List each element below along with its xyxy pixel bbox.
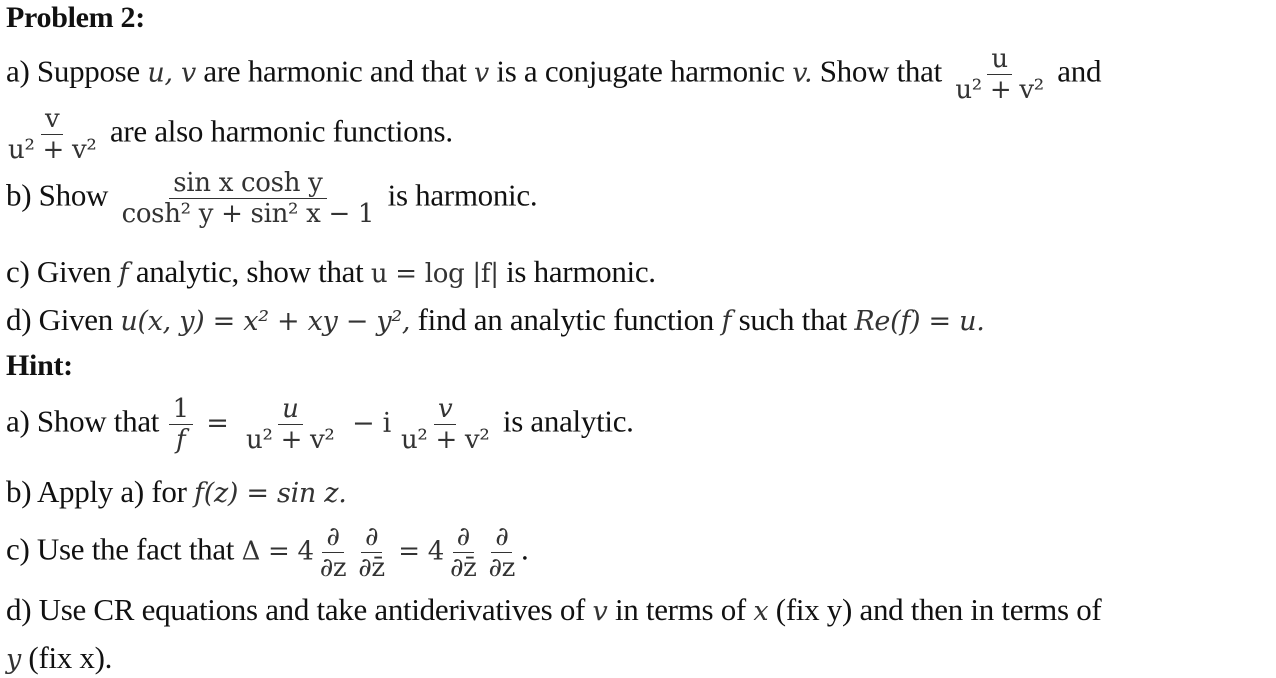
part-a-and: and (1057, 53, 1102, 89)
hint-a-minus-i: − i (352, 407, 391, 439)
part-d-expr: u(x, y) = x² + xy − y², (120, 306, 411, 337)
part-b-line (6, 168, 537, 229)
fraction-denominator: cosh² y + sin² x − 1 (121, 199, 375, 229)
fraction-denominator: u² + v² (400, 425, 490, 455)
hint-d-in-terms: in terms of (614, 592, 746, 627)
part-a-text-3: Show that (819, 53, 942, 89)
fraction-denominator: ∂z (488, 553, 516, 583)
hint-b-prefix: b) Apply a) for (6, 474, 187, 509)
part-b-suffix: is harmonic. (387, 177, 538, 213)
fraction-denominator: ∂z̄ (358, 553, 385, 583)
part-a-prefix: a) Suppose (6, 53, 140, 89)
part-c-prefix: c) Given (6, 254, 112, 289)
hint-c-prefix: c) Use the fact that (6, 531, 235, 567)
hint-d-line-1 (6, 592, 1101, 630)
fraction-denominator: ∂z̄ (449, 553, 477, 583)
part-a-text-4: are also harmonic functions. (109, 113, 453, 149)
hint-d-fix-y: (fix y) (775, 592, 853, 627)
part-d-mid: find an analytic function (417, 302, 714, 337)
part-a-text-2: is a conjugate harmonic (496, 53, 785, 89)
hint-d-y: y (6, 644, 21, 675)
part-c-mid: analytic, show that (135, 254, 364, 289)
problem-title: Problem 2: (6, 1, 145, 34)
hint-c-deriv-3 (446, 522, 481, 583)
hint-a-line (6, 394, 634, 455)
part-b-fraction (118, 168, 379, 229)
fraction-denominator: ∂z (319, 553, 347, 583)
fraction-numerator: ∂ (322, 522, 343, 553)
fraction-numerator: ∂ (491, 522, 512, 553)
fraction-denominator: f (176, 425, 186, 455)
fraction-numerator: ∂ (361, 522, 382, 553)
hint-a-suffix: is analytic. (502, 403, 634, 439)
fraction-numerator: v (41, 104, 63, 135)
fraction-numerator: 1 (169, 394, 193, 425)
part-d-expr-2: Re(f) = u. (854, 306, 985, 337)
hint-d-suffix: and then in terms of (859, 592, 1102, 627)
part-a-line-2 (2, 104, 453, 165)
part-c-expr: u = log |f| (370, 259, 499, 289)
hint-b-expr: f(z) = sin z. (194, 478, 347, 509)
part-a-uv: u, v (147, 57, 196, 89)
fraction-numerator: ∂ (453, 522, 474, 553)
hint-c-deriv-4 (485, 522, 520, 583)
part-a-v1: v (473, 57, 489, 89)
fraction-numerator: u (987, 44, 1011, 75)
hint-a-prefix: a) Show that (6, 403, 160, 439)
part-b-prefix: b) Show (6, 177, 109, 213)
hint-c-lhs: Δ = 4 (241, 536, 314, 567)
part-a-text-1: are harmonic and that (203, 53, 467, 89)
hint-title: Hint: (6, 349, 73, 382)
hint-a-equals: = (206, 407, 229, 439)
hint-c-deriv-1 (316, 522, 351, 583)
part-d-prefix: d) Given (6, 302, 113, 337)
hint-b-line (6, 474, 347, 512)
part-c-line (6, 254, 656, 292)
fraction-denominator: u² + v² (246, 425, 335, 455)
fraction-numerator: sin x cosh y (169, 168, 326, 199)
part-c-suffix: is harmonic. (506, 254, 656, 289)
part-a-line-1 (6, 44, 1101, 105)
hint-d-fix-x: (fix x). (28, 640, 113, 675)
hint-d-x: x (753, 596, 769, 627)
part-d-f: f (721, 306, 732, 337)
hint-d-v: v (592, 596, 608, 627)
hint-c-end: . (521, 531, 529, 567)
part-c-f: f (118, 258, 129, 289)
hint-a-fraction-3 (397, 394, 494, 455)
fraction-numerator: v (434, 394, 456, 425)
fraction-numerator: u (278, 394, 302, 425)
hint-c-line (6, 522, 529, 583)
hint-a-fraction-2 (242, 394, 339, 455)
hint-c-deriv-2 (354, 522, 389, 583)
hint-c-eq: = 4 (398, 536, 444, 567)
part-a-fraction-1 (951, 44, 1048, 105)
part-d-line (6, 302, 985, 340)
part-a-v2: v. (792, 57, 813, 89)
hint-d-line-2 (6, 640, 112, 678)
part-d-text-2: such that (738, 302, 847, 337)
fraction-denominator: u² + v² (955, 75, 1044, 105)
hint-a-fraction-1 (169, 394, 193, 455)
part-a-fraction-2 (4, 104, 101, 165)
fraction-denominator: u² + v² (8, 135, 97, 165)
hint-d-prefix: d) Use CR equations and take antiderivatives of (6, 592, 586, 627)
